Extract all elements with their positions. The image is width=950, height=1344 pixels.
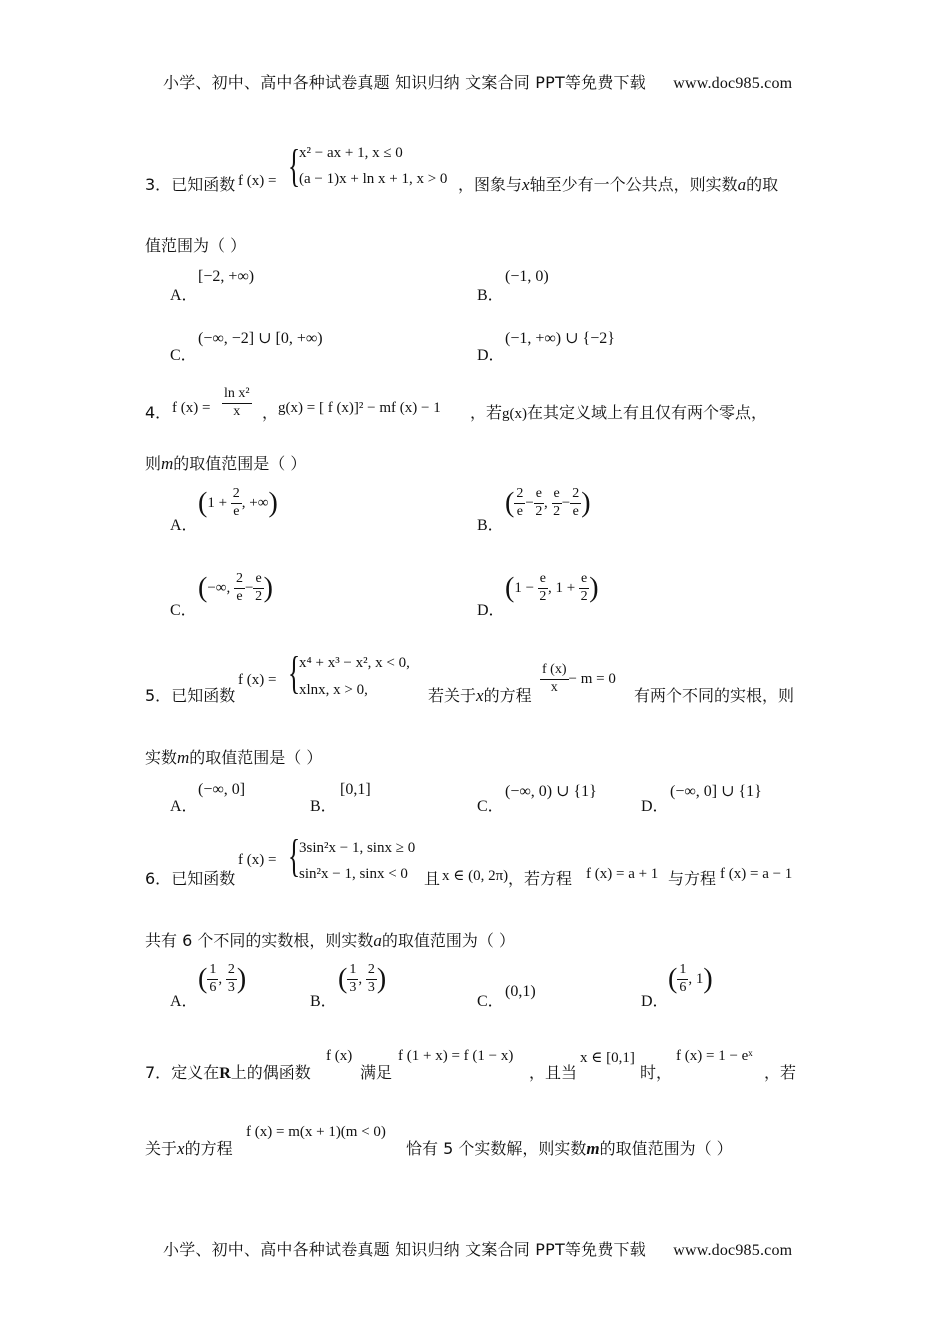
q5-case1: x⁴ + x³ − x², x < 0, [299, 655, 410, 671]
q6-option-b[interactable]: ( $\frac{1}{3}$ , $\frac{2}{3}$ ) [338, 962, 387, 995]
q5-fx: f (x) = [238, 672, 277, 688]
q5-option-d-label[interactable]: D． [641, 798, 669, 815]
q6-stem-line2: 共有 6 个不同的实数根，则实数a的取值范围为（ ） [145, 931, 515, 950]
q6-option-d[interactable]: ( $\frac{1}{6}$ , 1) [668, 962, 713, 995]
q3-option-a-label[interactable]: A． [170, 287, 198, 304]
q5-option-a-label[interactable]: A． [170, 798, 198, 815]
q5-option-c-label[interactable]: C． [477, 798, 504, 815]
q6-fx: f (x) = [238, 852, 277, 868]
q4-fraction [222, 386, 252, 421]
q7-t2: 满足 [360, 1063, 393, 1082]
q7-stem: 7．定义在R上的偶函数 [145, 1063, 311, 1082]
q4-sep: ， [262, 403, 279, 422]
q4-stem-line2: 则m的取值范围是（ ） [145, 454, 307, 473]
q6-qie: 且 [424, 869, 441, 888]
q5-equation: $\frac{f (x)}{x}$ − m = 0 [542, 662, 616, 695]
q3-option-b-label[interactable]: B． [477, 287, 504, 304]
q4-fx: f (x) = [172, 400, 211, 416]
q6-domain: x ∈ (0, 2π) [442, 868, 509, 884]
q4-option-c-label[interactable]: C． [170, 602, 197, 619]
q3-brace: { [288, 140, 301, 191]
q5-option-b[interactable]: [0,1] [340, 781, 371, 798]
q6-option-c[interactable]: (0,1) [505, 983, 536, 1000]
q6-brace: { [288, 830, 301, 881]
q7-def: f (x) = 1 − eˣ [676, 1048, 753, 1064]
q5-stem-line2: 实数m的取值范围是（ ） [145, 748, 323, 767]
q6-option-b-label[interactable]: B． [310, 993, 337, 1010]
q6-mid: ，若方程 [508, 869, 573, 888]
q3-stem-tail: ，图象与x轴至少有一个公共点，则实数a的取 [458, 175, 779, 194]
q3-fx: f (x) = [238, 173, 277, 189]
page-footer [163, 1237, 792, 1260]
q4-option-c[interactable]: (−∞, $\frac{2}{e}$ − $\frac{e}{2}$ ) [198, 571, 273, 604]
q7-t5: ，若 [764, 1063, 797, 1082]
q4-option-a[interactable]: (1 + $\frac{2}{e}$ , +∞) [198, 486, 278, 519]
header-text: 小学、初中、高中各种试卷真题 知识归纳 文案合同 PPT等免费下载 [163, 73, 646, 92]
q3-option-d-label[interactable]: D． [477, 347, 505, 364]
q3-case1: x² − ax + 1, x ≤ 0 [299, 145, 403, 161]
q7-t4: 时， [640, 1063, 673, 1082]
q4-frac-den: x [233, 403, 241, 419]
q4-option-a-label[interactable]: A． [170, 517, 198, 534]
q4-frac-num: ln x² [222, 386, 252, 404]
q4-gx: g(x) = [ f (x)]² − mf (x) − 1 [278, 400, 441, 416]
q4-option-d[interactable]: (1 − $\frac{e}{2}$ , 1 + $\frac{e}{2}$ ) [505, 571, 599, 604]
q3-option-c[interactable]: (−∞, −2] ∪ [0, +∞) [198, 330, 323, 347]
q7-cond: x ∈ [0,1] [580, 1050, 635, 1066]
q3-stem: 3．已知函数 [145, 175, 236, 194]
q6-yu: 与方程 [668, 869, 717, 888]
q5-option-c[interactable]: (−∞, 0) ∪ {1} [505, 783, 597, 800]
q7-eq: f (x) = m(x + 1)(m < 0) [246, 1124, 386, 1140]
q6-option-a-label[interactable]: A． [170, 993, 198, 1010]
footer-site[interactable]: www.doc985.com [673, 1242, 793, 1259]
q5-case2: xlnx, x > 0, [299, 682, 368, 698]
q7-stem-line2b: 恰有 5 个实数解，则实数m的取值范围为（ ） [406, 1139, 733, 1158]
q3-option-a[interactable]: [−2, +∞) [198, 268, 255, 285]
q6-eq1: f (x) = a + 1 [586, 866, 659, 882]
q6-option-a[interactable]: ( $\frac{1}{6}$ , $\frac{2}{3}$ ) [198, 962, 247, 995]
q6-case1: 3sin²x − 1, sinx ≥ 0 [299, 840, 416, 856]
q6-option-c-label[interactable]: C． [477, 993, 504, 1010]
q3-option-d[interactable]: (−1, +∞) ∪ {−2} [505, 330, 615, 347]
q4-num: 4． [145, 403, 172, 422]
q3-option-c-label[interactable]: C． [170, 347, 197, 364]
q6-stem: 6．已知函数 [145, 869, 236, 888]
q7-stem-line2a: 关于x的方程 [145, 1139, 233, 1158]
q6-option-d-label[interactable]: D． [641, 993, 669, 1010]
q4-option-d-label[interactable]: D． [477, 602, 505, 619]
q5-tail: 有两个不同的实根，则 [634, 686, 795, 705]
q5-option-a[interactable]: (−∞, 0] [198, 781, 246, 798]
q5-brace: { [288, 647, 301, 698]
q5-ruo: 若关于x的方程 [428, 686, 532, 705]
q7-sym: f (1 + x) = f (1 − x) [398, 1048, 514, 1064]
q4-option-b[interactable]: ( $\frac{2}{e}$ − $\frac{e}{2}$ , $\frac{e}{2}$ − $\frac{2}{e}$ ) [505, 486, 591, 519]
q6-eq2: f (x) = a − 1 [720, 866, 793, 882]
footer-text: 小学、初中、高中各种试卷真题 知识归纳 文案合同 PPT等免费下载 [163, 1240, 646, 1259]
q5-option-d[interactable]: (−∞, 0] ∪ {1} [670, 783, 762, 800]
q7-t3: ，且当 [529, 1063, 578, 1082]
q3-stem-line2: 值范围为（ ） [145, 236, 247, 255]
q4-ruo: ，若g(x)在其定义域上有且仅有两个零点， [470, 403, 768, 422]
q6-case2: sin²x − 1, sinx < 0 [299, 866, 408, 882]
header-site[interactable]: www.doc985.com [673, 75, 793, 92]
q5-stem: 5．已知函数 [145, 686, 236, 705]
q3-case2: (a − 1)x + ln x + 1, x > 0 [299, 171, 448, 187]
q3-option-b[interactable]: (−1, 0) [505, 268, 549, 285]
page-header [163, 70, 792, 93]
q4-option-b-label[interactable]: B． [477, 517, 504, 534]
q7-fx: f (x) [326, 1048, 353, 1064]
q5-option-b-label[interactable]: B． [310, 798, 337, 815]
